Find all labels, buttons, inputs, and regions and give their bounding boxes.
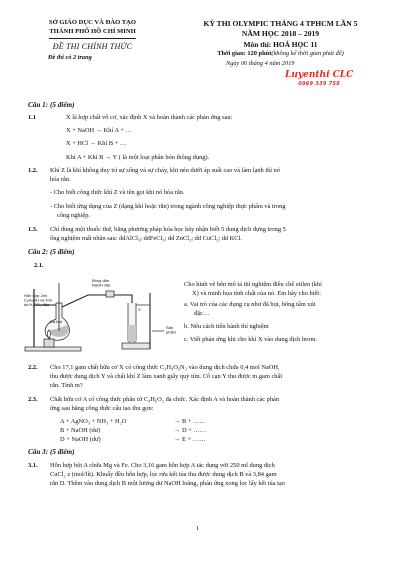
q2-1-part-a-cont: đặc… [194, 310, 210, 317]
q2-1-number: 2.1. [34, 262, 44, 269]
q2-3-eq3-right: → E + …… [174, 436, 206, 443]
q3-title: Câu 3: (5 điểm) [28, 448, 75, 456]
q2-3-eq2-left: B + NaOH (dư) [60, 427, 101, 434]
brand-logo [285, 69, 353, 88]
time-note: (không kể thời gian phát đề) [271, 50, 344, 58]
q1-1-number: 1.1 [28, 114, 36, 121]
q2-2-text-a: Cho 17,1 gam chất hữu cơ X có công thức C₃H₉O₆N₃ vào dung dịch chứa 0,4 mol NaOH, [50, 364, 280, 371]
fig-label-product-2: phẩm [166, 329, 177, 335]
q1-2-bullet2b: công nghiệp. [57, 212, 91, 219]
q1-1-text: X là hợp chất vô cơ, xác định X và hoàn thành các phản ứng sau: [66, 114, 233, 121]
fig-label-cotton-2: NaOH đặc [92, 282, 111, 288]
q1-3-text-a: Chỉ dùng một thuốc thử, bằng phương pháp hóa học hãy nhận biết 5 dung dịch đựng trong 5 [50, 226, 286, 233]
q2-title: Câu 2: (5 điểm) [28, 248, 75, 256]
q1-title: Câu 1: (5 điểm) [28, 101, 75, 109]
q2-1-intro-b: X) và minh họa tính chất của nó. Em hãy cho biết: [192, 290, 321, 297]
org-line1: SỞ GIÁO DỤC VÀ ĐÀO TẠO [48, 19, 137, 26]
ethylene-apparatus-figure [22, 275, 182, 355]
q2-3-number: 2.3. [28, 396, 38, 403]
pages-note: Đề thi có 2 trang [48, 53, 92, 61]
q2-2-text-b: thu được dung dịch Y và chất khí Z làm xanh giấy quỳ tím. Cô cạn Y thu được m gam chất [50, 373, 283, 380]
q3-1-text-a: Hỗn hợp bột A chứa Mg và Fe. Cho 3,16 gam hỗn hợp A tác dụng với 250 ml dung dịch [50, 462, 275, 469]
page-number: 1 [196, 525, 200, 532]
q2-2-text-c: rắn. Tính m? [50, 382, 83, 389]
q1-2-number: 1.2. [28, 167, 38, 174]
exam-title: KỲ THI OLYMPIC THÁNG 4 TPHCM LẦN 5 [203, 19, 358, 28]
q2-3-eq2-right: → D + …… [174, 427, 207, 434]
q1-3-text-b: ống nghiệm mất nhãn sau: ddAlCl₃; ddFeCl₃; dd ZnCl₂; dd CuCl₂; dd KCl. [50, 235, 242, 242]
subject: Môn thi: HOÁ HỌC 11 [243, 39, 318, 49]
time-limit [178, 50, 383, 59]
q1-3-number: 1.3. [28, 226, 38, 233]
q3-1-text-c: rắn D. Thêm vào dung dịch B một lượng dư NaOH loãng, phản ứng xong lọc lấy kết tủa tạo [50, 480, 285, 487]
org-line2: THÀNH PHỐ HỒ CHÍ MINH [49, 28, 135, 39]
brand-name: Luyenthi CLC [285, 70, 354, 80]
header-right [178, 19, 383, 69]
q1-2-bullet2a: - Cho biết ứng dụng của Z (dạng khí hoặc rắn) trong ngành công nghiệp thực phẩm và trong [50, 203, 286, 210]
q2-1-intro-a: Cho hình vẽ bên mô tả thí nghiệm điều chế etilen (khí [184, 281, 322, 288]
official-label: ĐỀ THI CHÍNH THỨC [52, 41, 133, 51]
fig-label-product-1: Sản [166, 325, 174, 330]
q2-3-text-a: Chất hữu cơ A có công thức phân tử C₄H₆O₂ đa chức. Xác định A và hoàn thành các phản [50, 396, 280, 403]
fig-label-boiling-stone: Đá bọt [50, 319, 62, 324]
q1-1-reaction1: X + NaOH → Khí A + … [66, 127, 132, 134]
q1-2-text-a: Khí Z là khí không duy trì sự sống và sự cháy, khi nén dưới áp suất cao và làm lạnh thì nó [50, 167, 281, 174]
q1-1-reaction3: Khí A + Khí B → Y ( là một loại phân bón thông dụng). [66, 154, 210, 161]
q1-2-bullet1: - Cho biết công thức khí Z và tên gọi khi nó hóa rắn. [50, 189, 185, 196]
q3-1-number: 3.1. [28, 462, 38, 469]
q1-2-text-b: hóa rắn. [50, 176, 71, 183]
q1-1-reaction2: X + HCl → Khí B + … [66, 140, 127, 147]
q2-1-part-b: b. Nêu cách tiến hành thí nghiệm [184, 323, 269, 330]
header-left [20, 19, 165, 62]
fig-label-mixture-1: Hỗn hợp 2ml [24, 293, 48, 298]
q2-1-part-c: c. Viết phản ứng khi cho khí X vào dung dịch brom. [184, 336, 318, 343]
fig-label-x: X [138, 307, 141, 312]
q2-3-eq1-right: → B + …… [174, 418, 206, 425]
q2-3-eq3-left: D + NaOH (dư) [60, 436, 101, 443]
fig-label-mixture-2: C₂H₅OH và 4ml [24, 297, 52, 303]
q3-1-text-b: CuCl₂ z (mol/lít). Khuấy đều hỗn hợp, lọc rửa kết tủa thu được dung dịch B và 3,84 gam [50, 471, 277, 478]
school-year: NĂM HỌC 2018 – 2019 [241, 29, 320, 39]
fig-label-cotton-1: Bông tẩm [92, 278, 110, 283]
q2-3-text-b: ứng sau bằng công thức cấu tạo thu gọn: [50, 405, 154, 412]
q2-1-part-a: a. Vai trò của các dụng cụ như đá bọt, bông tẩm xút [184, 301, 316, 308]
q2-2-number: 2.2. [28, 364, 38, 371]
brand-phone: 0969 339 758 [298, 81, 341, 88]
q2-3-eq1-left: A + AgNO₃ + NH₃ + H₂O [60, 418, 127, 425]
time-label: Thời gian: 120 phút [217, 50, 272, 58]
fig-label-mixture-3: dd H₂SO₄ đặc [24, 302, 49, 307]
exam-date: Ngày 06 tháng 4 năm 2019 [226, 60, 295, 68]
